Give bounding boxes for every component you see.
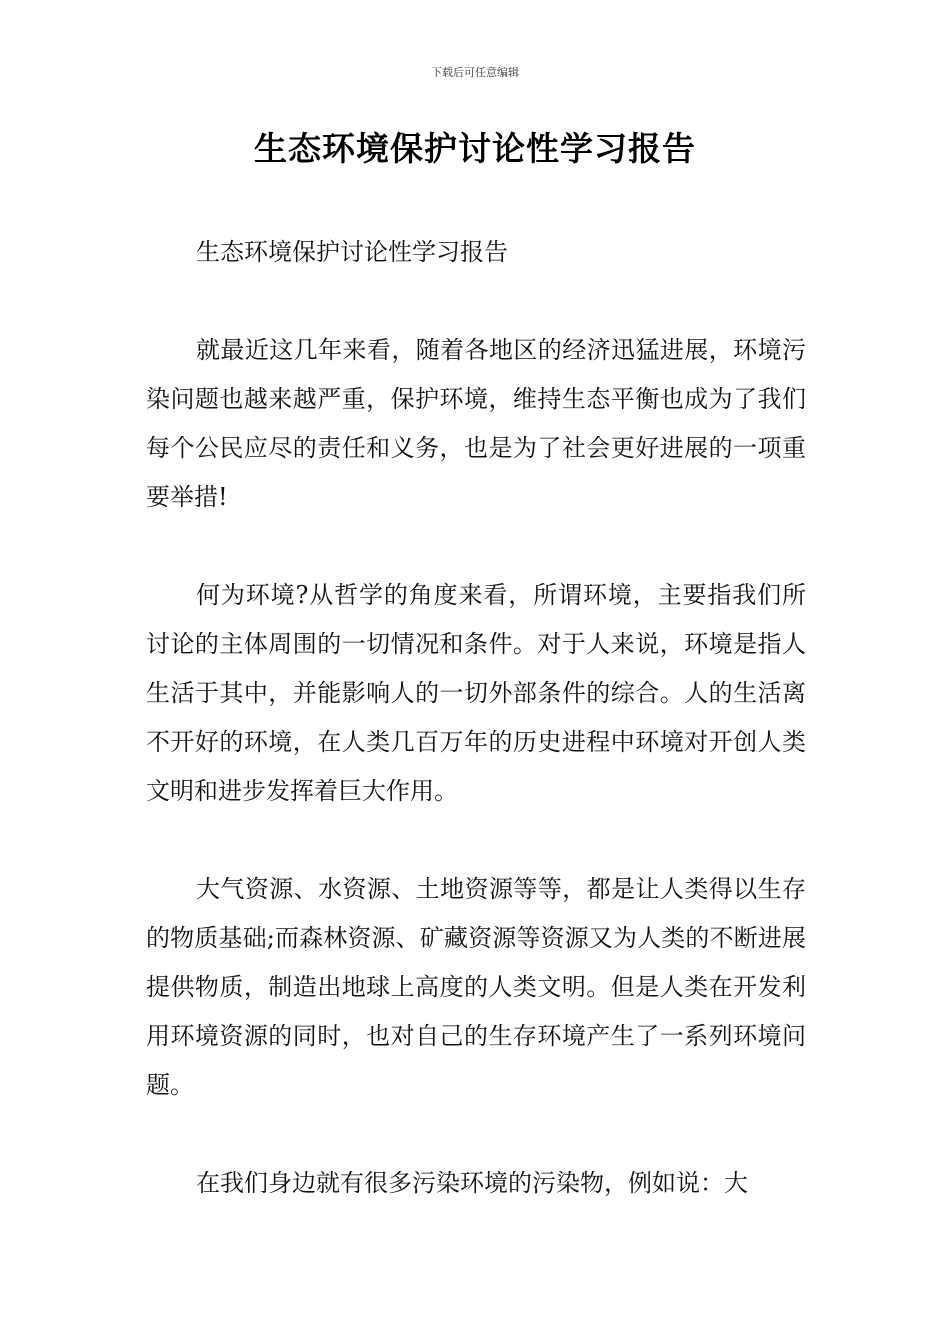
paragraph-3: 大气资源、水资源、土地资源等等，都是让人类得以生存的物质基础;而森林资源、矿藏资源等资源又为人类的不断进展提供物质，制造出地球上高度的人类文明。但是人类在开发利用环境资源的同时，也对自己的生存环境产生了一系列环境问题。 <box>146 875 806 1099</box>
paragraph-gap <box>146 277 806 326</box>
paragraph-1: 就最近这几年来看，随着各地区的经济迅猛进展，环境污染问题也越来越严重，保护环境，维持生态平衡也成为了我们每个公民应尽的责任和义务，也是为了社会更好进展的一项重要举措! <box>146 336 806 511</box>
document-body <box>146 228 806 1208</box>
document-title: 生态环境保护讨论性学习报告 <box>254 129 696 168</box>
paragraph-gap <box>146 522 806 571</box>
paragraph-2: 何为环境?从哲学的角度来看，所谓环境，主要指我们所讨论的主体周围的一切情况和条件。对于人来说，环境是指人生活于其中，并能影响人的一切外部条件的综合。人的生活离不开好的环境，在人类几百万年的历史进程中环境对开创人类文明和进步发挥着巨大作用。 <box>146 581 806 805</box>
header-note: 下载后可任意编辑 <box>431 66 519 79</box>
paragraph-gap <box>146 816 806 865</box>
paragraph-4: 在我们身边就有很多污染环境的污染物，例如说：大 <box>196 1169 748 1197</box>
subtitle-paragraph: 生态环境保护讨论性学习报告 <box>196 238 508 266</box>
paragraph-gap <box>146 1110 806 1159</box>
